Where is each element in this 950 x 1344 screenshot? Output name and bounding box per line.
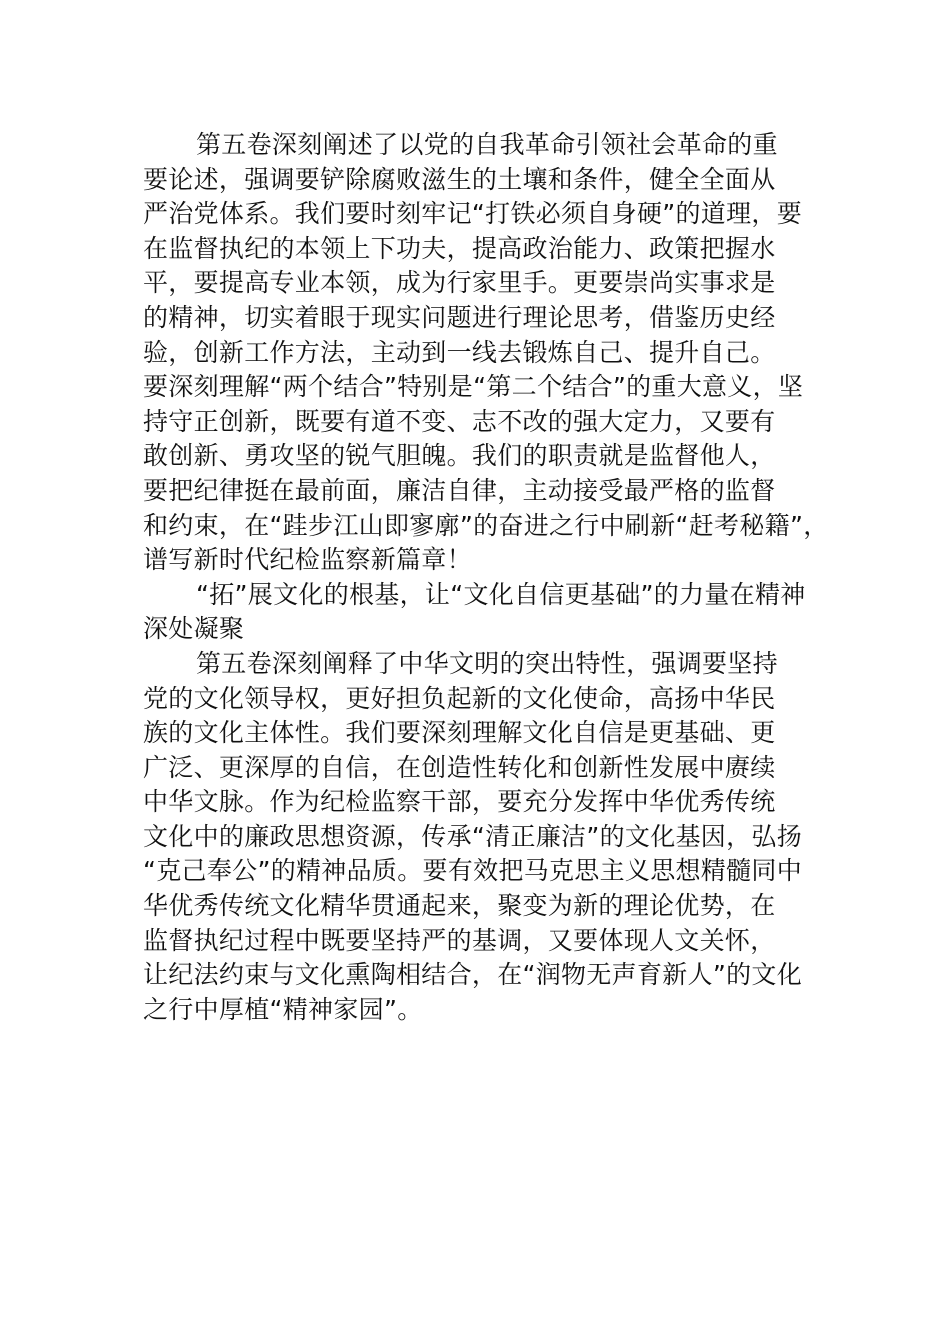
text-line: 持守正创新，既要有道不变、志不改的强大定力，又要有 bbox=[143, 406, 776, 436]
text-line: 敢创新、勇攻坚的锐气胆魄。我们的职责就是监督他人， bbox=[143, 441, 776, 471]
text-line: 文化中的廉政思想资源，传承“清正廉洁”的文化基因，弘扬 bbox=[143, 821, 803, 851]
text-line: 验，创新工作方法，主动到一线去锻炼自己、提升自己。 bbox=[143, 337, 776, 367]
text-line: 之行中厚植“精神家园”。 bbox=[143, 994, 423, 1024]
text-line: 严治党体系。我们要时刻牢记“打铁必须自身硬”的道理，要 bbox=[143, 199, 803, 229]
text-line: 要把纪律挺在最前面，廉洁自律，主动接受最严格的监督 bbox=[143, 475, 776, 505]
text-line: 族的文化主体性。我们要深刻理解文化自信是更基础、更 bbox=[143, 718, 776, 748]
text-line: 让纪法约束与文化熏陶相结合，在“润物无声育新人”的文化 bbox=[143, 960, 803, 990]
text-line: 华优秀传统文化精华贯通起来，聚变为新的理论优势，在 bbox=[143, 891, 776, 921]
text-line: 在监督执纪的本领上下功夫，提高政治能力、政策把握水 bbox=[143, 233, 776, 263]
text-line: 第五卷深刻阐述了以党的自我革命引领社会革命的重 bbox=[196, 130, 778, 159]
heading-line: 深处凝聚 bbox=[143, 614, 245, 644]
text-line: 要深刻理解“两个结合”特别是“第二个结合”的重大意义，坚 bbox=[143, 372, 804, 402]
text-line: 谱写新时代纪检监察新篇章！ bbox=[143, 545, 472, 575]
paragraph-self-revolution bbox=[143, 128, 829, 578]
text-line: “克己奉公”的精神品质。要有效把马克思主义思想精髓同中 bbox=[143, 856, 803, 886]
heading-line: “拓”展文化的根基，让“文化自信更基础”的力量在精神 bbox=[196, 579, 806, 609]
text-line: 第五卷深刻阐释了中华文明的突出特性，强调要坚持 bbox=[196, 648, 778, 678]
text-line: 监督执纪过程中既要坚持严的基调，又要体现人文关怀， bbox=[143, 925, 776, 955]
document-body bbox=[143, 128, 829, 1027]
section-heading-culture bbox=[143, 578, 823, 647]
text-line: 平，要提高专业本领，成为行家里手。更要崇尚实事求是 bbox=[143, 268, 776, 298]
paragraph-cultural-confidence bbox=[143, 647, 823, 1028]
text-line: 广泛、更深厚的自信，在创造性转化和创新性发展中赓续 bbox=[143, 752, 776, 782]
text-line: 的精神，切实着眼于现实问题进行理论思考，借鉴历史经 bbox=[143, 302, 776, 332]
text-line: 中华文脉。作为纪检监察干部，要充分发挥中华优秀传统 bbox=[143, 787, 776, 817]
text-line: 和约束，在“跬步江山即寥廓”的奋进之行中刷新“赶考秘籍”， bbox=[143, 510, 829, 540]
text-line: 要论述，强调要铲除腐败滋生的土壤和条件，健全全面从 bbox=[143, 164, 776, 194]
text-line: 党的文化领导权，更好担负起新的文化使命，高扬中华民 bbox=[143, 683, 776, 713]
